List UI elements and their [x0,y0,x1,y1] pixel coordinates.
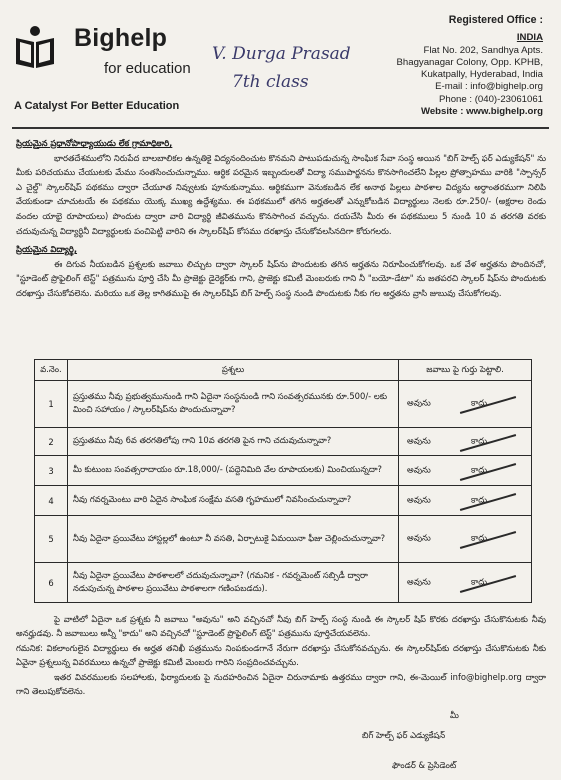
signature-org: బిగ్ హెల్ప్ ఫర్ ఎడ్యుకేషన్ [362,730,446,740]
row-question: నీవు గవర్నమెంటు వారి ఏదైన సాంఘిక సంక్షేమ వసతి గృహములో నివసించుచున్నావా? [68,486,399,516]
answer-no: కాదు [471,576,488,586]
handwritten-class: 7th class [232,72,309,92]
answer-yes: అవును [407,464,431,474]
header-serial: వ.నెం. [35,360,68,381]
pen-mark [460,396,516,414]
row-number: 6 [35,563,68,603]
office-country: INDIA [516,32,543,44]
brand-subtitle: for education [104,60,191,77]
intro-paragraph: భారతదేశములోని నిరుపేద బాలబాలికల ఉన్నతికై విద్యనందించుట కొనమని పాటుపడుచున్న సాంఘిక సేవా సంస్థ అయిన "బిగ్ హెల్ప్ ఫర్ ఎడ్యుకేషన్" ను మీకు పరిచయము చేయుటకు మేము సంతసించుచున్నాము. ఆర్థిక పరమైన ఇబ్బందులతో విద్యా సముపార్జనను కొనసాగించలేని పిల్లల ప్రోత్సాహము వారికి "స్పాన్సర్ ఎ చైల్డ్" స్కాలర్‌షిప్ పథకము ద్వారా చేయూత నివ్వుటకు పూనుకున్నాము. ఆర్థికముగా వెనుకబడిన లేక అనాథ పిల్లలు పాఠశాల విద్యను అర్ధాంతరముగా నిలిపి వేయకుండా చూచుటయే ఈ పథకము యొక్క ముఖ్య ఉద్దేశ్యము. ఈ పథకములో తగిన అర్హతలతో ఎన్నుకోబడిన విద్యార్థులు నెలకు రూ.250/- (అక్షరాల రెండు వందల యాభై రూపాయలు) పొందుట ద్వారా వారి విద్యార్థి జీవితమును కొనసాగించ వచ్చును. దయచేసి మీరు ఈ పథకములు 5 నుండి 10 వ తరగతి వరకు చదువుచున్న విద్యార్థినీ విద్యార్థులకు పంచిపెట్టి వారిని ఈ స్కాలర్‌షిప్ కోసము దరఖాస్తు చేసుకోవలసినదిగా కోరుగలరు. [16,152,546,236]
table-row [35,516,532,563]
pen-mark [460,434,516,452]
office-heading: Registered Office : [448,14,543,26]
instructions-paragraph: ఈ దిగువ నీయబడిన ప్రశ్నలకు జవాబు లిచ్చుట ద్వారా స్కాలర్ షిప్‌ను పొందుటకు తగిన అర్హతను నిరూపించుకోగలవు. ఒక వేళ అర్హతను పొందినచో, "స్టూడెంట్ ప్రొఫైలింగ్ టెస్ట్" పత్రమును పూర్తి చేసి మీ ప్రాజెక్టు డైరెక్టర్‌కు గాని, ప్రాజెక్టు కమిటీ మెంబరుకు గాని నీ "బయో-డేటా" ను జతపరచి స్కాలర్ షిప్‌ను పొందుటకు దరఖాస్తు చేసుకోవలెను. మరియు ఒక తెల్ల కాగితముపై ఈ స్కాలర్‌షిప్ బిగ్ హెల్ప్ సంస్థ నుండి పొందుటకు నీకు గల అర్హతను వ్రాసి జుబువు చేసుకోగలవు. [16,258,546,298]
contact-paragraph: ఇతర వివరములకు సలహాలకు, ఫిర్యాదులకు పై నుదహరించిన ఏదైనా చిరునామాకు ఉత్తరము ద్వారా గాని, ఈ-మెయిల్ info@bighelp.org ద్వారా గాని తెలుపుకోవలెను. [16,671,546,697]
pen-mark [460,463,516,481]
salutation-headmaster: ప్రియమైన ప్రధానోపాధ్యాయుడు లేక గ్రామాధికారి, [16,138,173,148]
office-website: Website : www.bighelp.org [420,106,543,118]
letter-body [16,134,546,301]
row-question: నీవు ఏదైనా ప్రయివేటు పాఠశాలలో చదువుచున్నావా? (గమనిక - గవర్నమెంట్ సబ్సిడీ ద్వారా నడుపుచున్న పాఠశాల ప్రయివేటు పాఠశాలగా గణింపబడదు). [68,563,399,603]
pen-mark [460,575,516,593]
signoff: మీ [450,710,459,720]
row-number: 5 [35,516,68,563]
answer-cell [399,563,532,603]
pen-mark [460,493,516,511]
row-number: 4 [35,486,68,516]
book-person-icon [14,24,56,68]
answer-yes: అవును [407,532,431,543]
answer-yes: అవును [407,435,431,445]
closing-paragraph: పై వాటిలో ఏదైనా ఒక ప్రశ్నకు నీ జవాబు "అవును" అని వచ్చినచో నీవు బిగ్ హెల్ప్ సంస్థ నుండి ఈ స్కాలర్ షిప్ కొరకు దరఖాస్తు చేసుకొనుటకు నీవు అనర్హుడవు. నీ జవాబులు అన్నీ "కాదు" అని వచ్చినచో "స్టూడెంట్ ప్రొఫైలింగ్ టెస్ట్" పత్రమును పూర్తిచేయవలెను. [16,614,546,639]
office-line: Kukatpally, Hyderabad, India [421,69,543,81]
office-line: Bhagyanagar Colony, Opp. KPHB, [396,56,543,68]
row-question: ప్రస్తుతము నీవు ప్రభుత్వమునుండి గాని ఏదైనా సంస్థనుండి గాని సంవత్సరమునకు రూ.500/- లకు మించి సహాయం / స్కాలర్‌షిప్‌ను పొందుచున్నావా? [68,381,399,428]
answer-no: కాదు [471,397,488,408]
answer-no: కాదు [471,532,488,543]
answer-cell [399,516,532,563]
row-question: ప్రస్తుతము నీవు 6వ తరగతిలోపు గాని 10వ తరగతి పైన గాని చదువుచున్నావా? [68,428,399,456]
answer-cell [399,456,532,486]
table-header-row [35,360,532,381]
answer-no: కాదు [471,494,488,504]
answer-yes: అవును [407,576,431,586]
answer-cell [399,381,532,428]
answer-cell [399,428,532,456]
header-questions: ప్రశ్నలు [68,360,399,381]
office-line: Flat No. 202, Sandhya Apts. [423,44,543,56]
brand-name: Bighelp [74,24,168,52]
table-row [35,486,532,516]
row-question: మీ కుటుంబ సంవత్సరాదాయం రూ.18,000/- (పద్దెనిమిది వేల రూపాయలకు) మించియున్నదా? [68,456,399,486]
eligibility-table [34,359,532,603]
table-row [35,428,532,456]
salutation-student: ప్రియమైన విద్యార్థి, [16,244,78,255]
table-row [35,381,532,428]
row-number: 1 [35,381,68,428]
header-answer: జవాబు పై గుర్తు పెట్టాలి. [399,360,532,381]
note-paragraph: గమనిక: వికలాంగులైన విద్యార్థులు ఈ అర్హత తనిఖీ పత్రమును నింపకుండగానే నేరుగా దరఖాస్తు చేసుకోనవచ్చును. ఈ స్కాలర్‌షిప్‌కు దరఖాస్తు చేసుకొనుటకు నీకు ఏవైనా ప్రశ్నలున్న వివరములు ఉన్నచో ప్రాజెక్టు కమిటీ మెంబరు గారిని సంప్రదించవచ్చును. [16,642,546,668]
registered-office [343,14,543,118]
header-divider [12,127,549,129]
handwritten-name: V. Durga Prasad [212,44,351,64]
row-number: 3 [35,456,68,486]
answer-no: కాదు [471,435,488,445]
row-number: 2 [35,428,68,456]
tagline: A Catalyst For Better Education [14,100,180,112]
answer-cell [399,486,532,516]
table-row [35,456,532,486]
table-row [35,563,532,603]
answer-yes: అవును [407,397,431,408]
pen-mark [460,531,516,549]
office-phone: Phone : (040)-23061061 [438,93,543,105]
signature-title: ఫౌండర్ & ప్రెసిడెంట్ [392,760,457,770]
answer-no: కాదు [471,464,488,474]
closing-section [16,612,546,698]
office-email: E-mail : info@bighelp.org [435,81,543,93]
row-question: నీవు ఏదైనా ప్రయివేటు హాస్టల్లలో ఉంటూ నీ వసతి, ఏర్పాటుకై ఏమయినా ఫీజు చెల్లించుచున్నావా? [68,516,399,563]
answer-yes: అవును [407,494,431,504]
